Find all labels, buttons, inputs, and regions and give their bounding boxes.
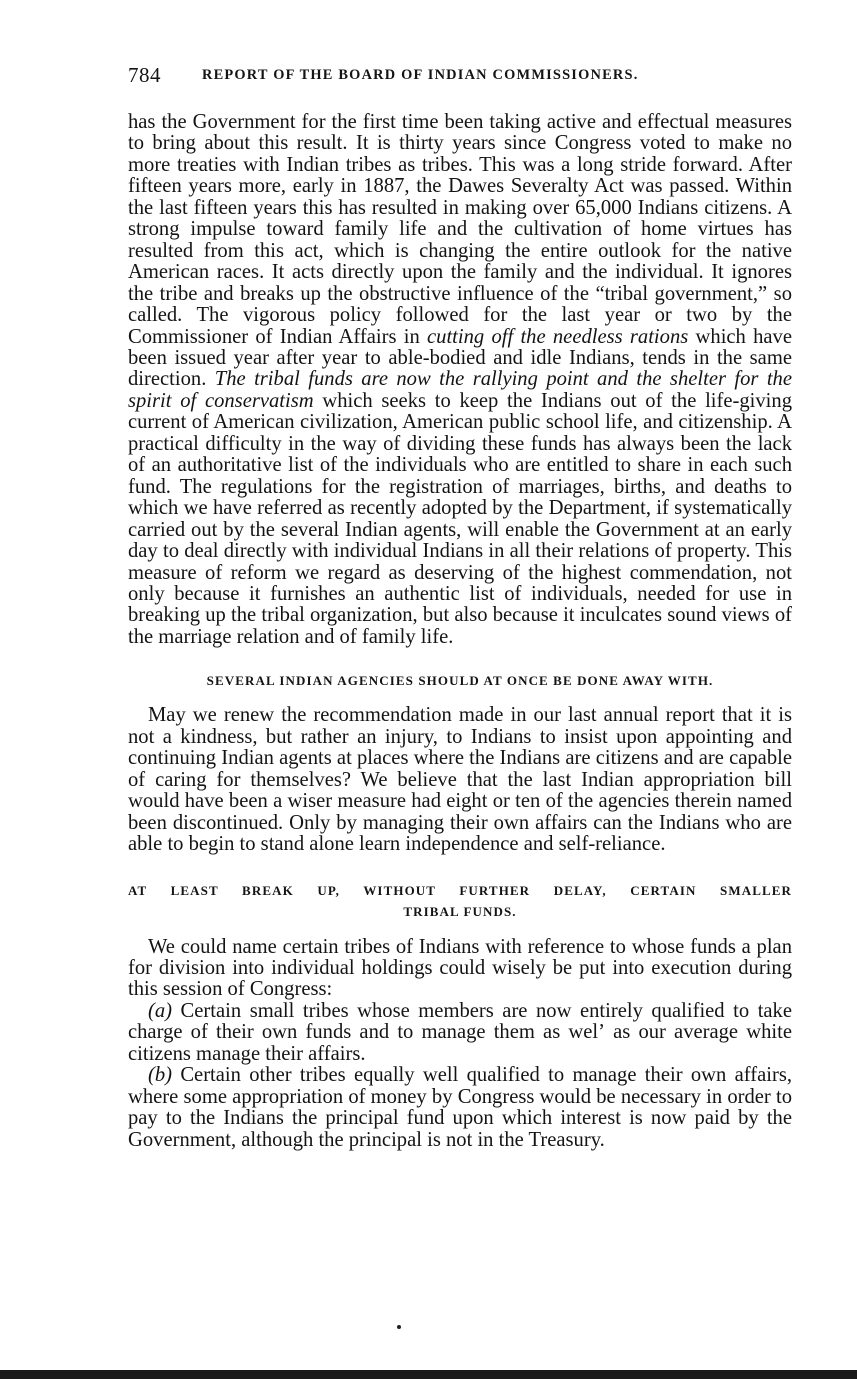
paragraph-1-text-c: which seeks to keep the Indians out of the life-giving current of American civilization, American public school life, and citizenship. A practical difficulty in the way of dividing these funds has always been the lack of an authoritative list of the individuals who are entitled to share in each such fund. The regulations for the registration of marriages, births, and deaths to which we have referred as recently adopted by the Department, if systematically carried out by the several Indian agents, will enable the Government at an early day to deal directly with individual Indians in all their relations of property. This measure of reform we regard as deserving of the highest commendation, not only because it furnishes an authentic list of individuals, needed for use in breaking up the tribal organization, but also because it inculcates sound views of the marriage relation and of family life. [128, 389, 792, 648]
page-bottom-edge [0, 1370, 857, 1379]
list-item-a [128, 1001, 792, 1065]
page-number: 784 [128, 63, 161, 87]
list-item-a-label: (a) [148, 999, 173, 1022]
page-body [128, 112, 792, 1151]
section-heading-agencies: SEVERAL INDIAN AGENCIES SHOULD AT ONCE BE DONE AWAY WITH. [206, 673, 714, 689]
list-item-a-text: Certain small tribes whose members are now entirely qualified to take charge of their own funds and to manage them as welʼ as our average white citizens manage their affairs. [128, 999, 792, 1065]
list-item-b-label: (b) [148, 1064, 173, 1087]
section-heading-tribal-funds-line-1: AT LEAST BREAK UP, WITHOUT FURTHER DELAY, CERTAIN SMALLER [128, 882, 792, 898]
paragraph-1-text-b: which have been issued year after year to able-bodied and idle Indians, tends in the same direction. [128, 325, 792, 391]
running-head: REPORT OF THE BOARD OF INDIAN COMMISSIONERS. [202, 67, 639, 83]
paragraph-1-italic-1: cutting off the needless rations [427, 325, 689, 348]
section-heading-tribal-funds-line-2: TRIBAL FUNDS. [403, 903, 517, 919]
paragraph-1-text-a: has the Government for the first time been taking active and effectual measures to bring about this result. It is thirty years since Congress voted to make no more treaties with Indian tribes as tribes. This was a long stride forward. After fifteen years more, early in 1887, the Dawes Severalty Act was passed. Within the last fifteen years this has resulted in making over 65,000 Indians citizens. A strong impulse toward family life and the cultivation of home virtues has resulted from this act, which is changing the entire outlook for the native American races. It acts directly upon the family and the individual. It ignores the tribe and breaks up the obstructive influence of the “tribal government,” so called. The vigorous policy followed for the last year or two by the Commissioner of Indian Affairs in [128, 111, 792, 348]
list-item-b-text: Certain other tribes equally well qualified to manage their own affairs, where some appropriation of money by Congress would be necessary in order to pay to the Indians the principal fund upon which interest is now paid by the Government, although the principal is not in the Treasury. [128, 1064, 792, 1151]
body-paragraph-1 [128, 112, 792, 648]
list-item-b [128, 1065, 792, 1151]
paragraph-1-italic-2: The tribal funds are now the rallying point and the shelter for the spirit of conservatism [128, 368, 792, 412]
body-paragraph-tribal-funds: We could name certain tribes of Indians with reference to whose funds a plan for division into individual holdings could wisely be put into execution during this session of Congress: [128, 935, 792, 1001]
page-header [128, 63, 792, 93]
body-paragraph-agencies: May we renew the recommendation made in our last annual report that it is not a kindness, but rather an injury, to Indians to insist upon appointing and continuing Indian agents at places where the Indians are citizens and are capable of caring for themselves? We believe that the last Indian appropriation bill would have been a wiser measure had eight or ten of the agencies therein named been discontinued. Only by managing their own affairs can the Indians who are able to begin to stand alone learn independence and self-reliance. [128, 704, 792, 856]
section-heading-tribal-funds [128, 880, 792, 922]
ink-speck [397, 1325, 401, 1329]
